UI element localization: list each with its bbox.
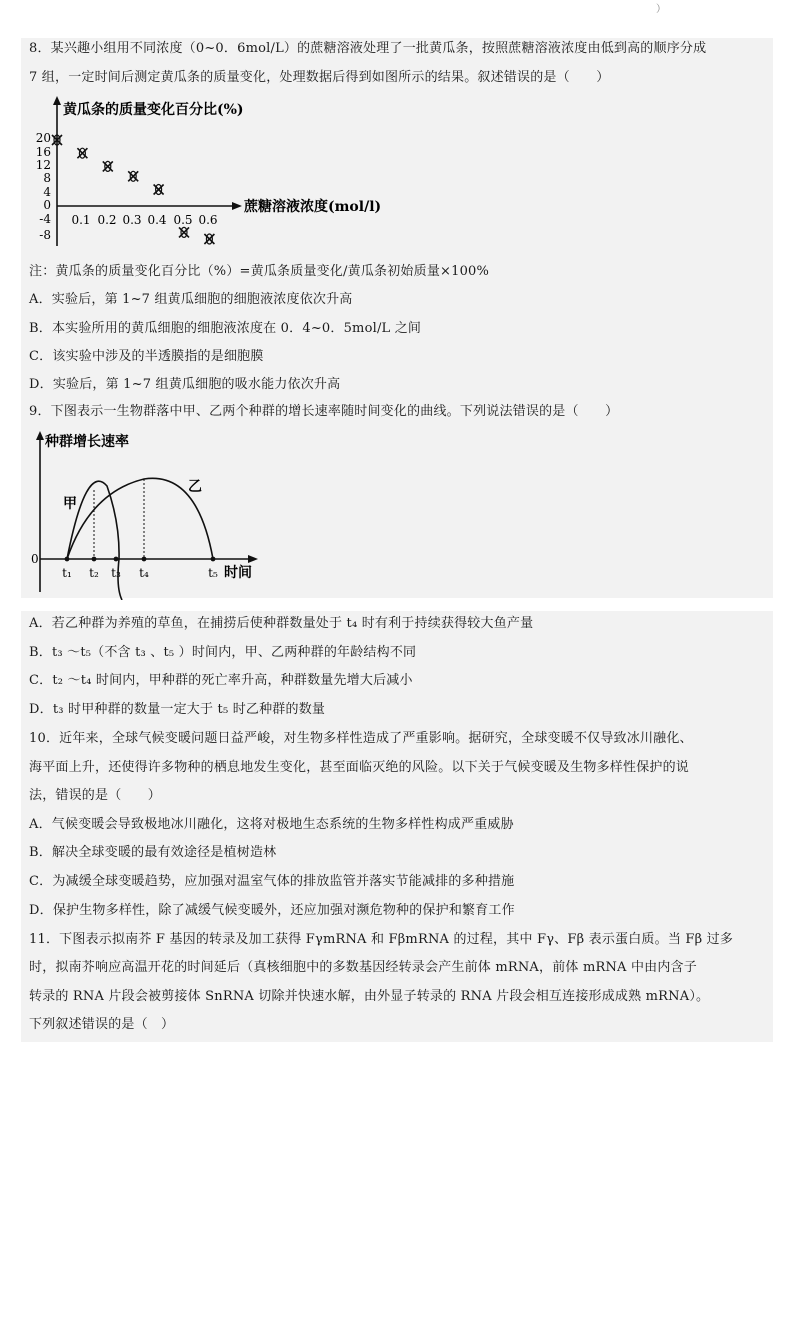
q8-x-tick: 0.1 [71,213,91,227]
q9-x-tick: t₁ [62,566,72,580]
q8-data-point [128,171,138,181]
q8-data-point [179,227,189,237]
q8-option-d[interactable]: D．实验后，第 1~7 组黄瓜细胞的吸水能力依次升高 [29,377,341,392]
q8-data-point [77,148,87,158]
q8-y-tick: 12 [35,158,51,172]
q8-data-point [154,185,164,195]
q8-y-tick: 8 [43,171,51,185]
q9-series-label-jia: 甲 [63,496,77,512]
q11-stem-line-4: 下列叙述错误的是（ ） [29,1017,175,1032]
q9-series-label-yi: 乙 [188,479,202,495]
q9-x-tick: t₅ [208,566,218,580]
q8-scatter-chart [27,94,427,254]
q11-stem-line-1: 11．下图表示拟南芥 F 基因的转录及加工获得 FγmRNA 和 FβmRNA 的过程，其中 Fγ、Fβ 表示蛋白质。当 Fβ 过多 [29,932,734,947]
q8-stem-line-1: 8．某兴趣小组用不同浓度（0~0．6mol/L）的蔗糖溶液处理了一批黄瓜条，按照蔗糖溶液浓度由低到高的顺序分成 [29,41,707,56]
q8-y-tick: 0 [43,198,51,212]
q8-y-tick: -8 [39,228,51,242]
q8-x-tick: 0.6 [198,213,218,227]
q8-y-tick: 20 [35,131,51,145]
q10-stem-line-3: 法，错误的是（ ） [29,788,162,803]
q9-growth-rate-chart [27,428,287,600]
q9-option-d[interactable]: D．t₃ 时甲种群的数量一定大于 t₅ 时乙种群的数量 [29,702,326,717]
q9-option-a[interactable]: A．若乙种群为养殖的草鱼，在捕捞后使种群数量处于 t₄ 时有利于持续获得较大鱼产量 [29,616,534,631]
q9-x-axis-label: 时间 [224,565,252,581]
top-mark: ） [656,4,666,15]
q9-stem: 9．下图表示一生物群落中甲、乙两个种群的增长速率随时间变化的曲线。下列说法错误的是（ ） [29,404,619,419]
q9-option-b[interactable]: B．t₃ ～t₅（不含 t₃ 、t₅ ）时间内，甲、乙两种群的年龄结构不同 [29,645,417,660]
q9-x-tick: t₄ [139,566,149,580]
q8-x-axis-label: 蔗糖溶液浓度(mol/l) [244,199,382,215]
q9-option-c[interactable]: C．t₂ ～t₄ 时间内，甲种群的死亡率升高，种群数量先增大后减小 [29,673,413,688]
q8-option-c[interactable]: C．该实验中涉及的半透膜指的是细胞膜 [29,349,264,364]
q10-stem-line-2: 海平面上升，还使得许多物种的栖息地发生变化，甚至面临灭绝的风险。以下关于气候变暖及生物多样性保护的说 [29,760,690,775]
q8-y-tick: 4 [43,185,51,199]
q11-stem-line-2: 时，拟南芥响应高温开花的时间延后（真核细胞中的多数基因经转录会产生前体 mRNA，前体 mRNA 中由内含子 [29,960,697,975]
q8-note: 注：黄瓜条的质量变化百分比（%）=黄瓜条质量变化/黄瓜条初始质量×100% [29,264,490,279]
q8-y-tick: 16 [35,145,51,159]
q8-x-tick: 0.4 [147,213,167,227]
q9-x-tick: t₂ [89,566,99,580]
q8-y-axis-label: 黄瓜条的质量变化百分比(%) [63,102,244,118]
q8-x-tick: 0.3 [122,213,142,227]
question-panel-2 [21,611,773,1042]
q8-stem-line-2: 7 组，一定时间后测定黄瓜条的质量变化，处理数据后得到如图所示的结果。叙述错误的是（ ） [29,70,610,85]
q9-x-tick: t₃ [111,566,121,580]
q9-y-axis-label: 种群增长速率 [45,434,129,450]
q10-option-d[interactable]: D．保护生物多样性，除了减缓气候变暖外，还应加强对濒危物种的保护和繁育工作 [29,903,515,918]
q8-data-point [103,161,113,171]
q10-option-b[interactable]: B．解决全球变暖的最有效途径是植树造林 [29,845,277,860]
q8-y-tick: -4 [39,212,51,226]
q8-option-b[interactable]: B．本实验所用的黄瓜细胞的细胞液浓度在 0．4~0．5mol/L 之间 [29,321,422,336]
q8-x-tick: 0.2 [97,213,117,227]
q10-option-a[interactable]: A．气候变暖会导致极地冰川融化，这将对极地生态系统的生物多样性构成严重威胁 [29,817,514,832]
q8-x-tick: 0.5 [173,213,193,227]
q10-stem-line-1: 10．近年来，全球气候变暖问题日益严峻，对生物多样性造成了严重影响。据研究，全球变暖不仅导致冰川融化、 [29,731,693,746]
q10-option-c[interactable]: C．为减缓全球变暖趋势，应加强对温室气体的排放监管并落实节能减排的多种措施 [29,874,515,889]
q9-origin-label: 0 [31,552,39,566]
q8-option-a[interactable]: A．实验后，第 1~7 组黄瓜细胞的细胞液浓度依次升高 [29,292,353,307]
q11-stem-line-3: 转录的 RNA 片段会被剪接体 SnRNA 切除并快速水解，由外显子转录的 RNA 片段会相互连接形成成熟 mRNA）。 [29,989,710,1004]
q8-data-point [204,234,214,244]
question-panel-1 [21,38,773,598]
